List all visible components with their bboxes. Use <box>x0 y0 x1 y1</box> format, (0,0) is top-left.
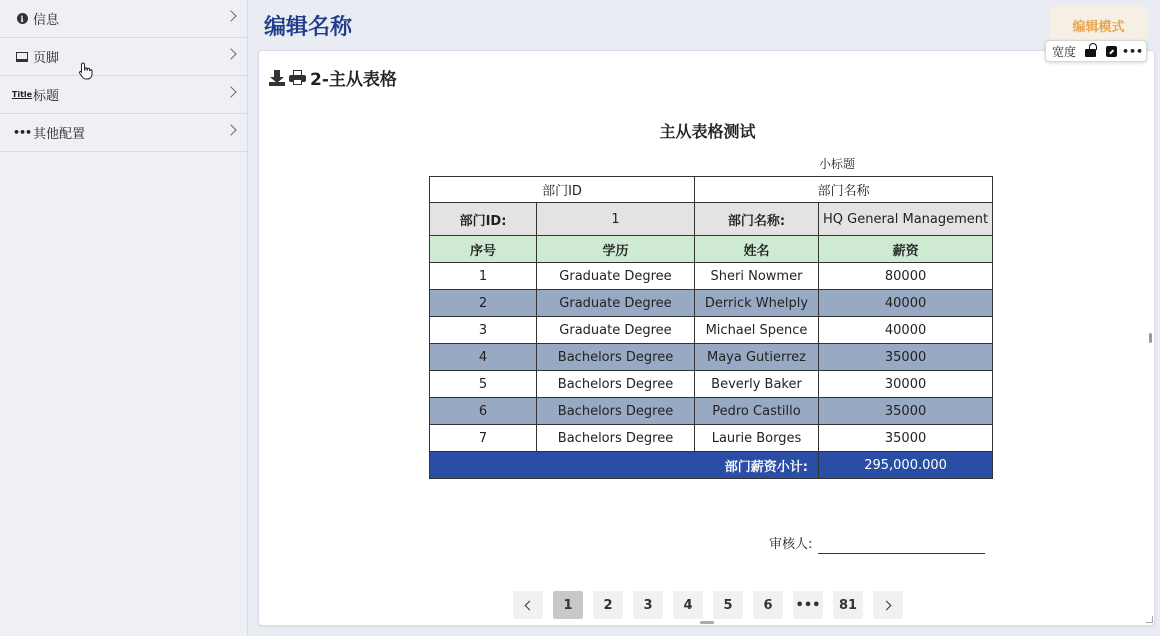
panel-toolbar <box>1045 40 1147 62</box>
sidebar-item-info[interactable] <box>0 0 247 38</box>
table-row <box>430 344 993 371</box>
cell-education: Bachelors Degree <box>537 398 695 425</box>
cell-name: Maya Gutierrez <box>695 344 819 371</box>
cell-name: Pedro Castillo <box>695 398 819 425</box>
chevron-right-icon <box>225 124 236 135</box>
report-subtitle: 小标题 <box>819 157 856 171</box>
table-row <box>430 398 993 425</box>
next-page-button[interactable] <box>873 591 903 619</box>
chevron-right-icon <box>225 86 236 97</box>
cell-index: 6 <box>430 398 537 425</box>
page-ellipsis[interactable]: ••• <box>793 591 823 619</box>
page-button-5[interactable]: 5 <box>713 591 743 619</box>
chevron-right-icon <box>225 48 236 59</box>
column-header-education: 学历 <box>537 236 695 263</box>
cell-education: Graduate Degree <box>537 290 695 317</box>
table-row <box>430 371 993 398</box>
page-button-3[interactable]: 3 <box>633 591 663 619</box>
master-id-label: 部门ID: <box>430 203 537 236</box>
page-button-4[interactable]: 4 <box>673 591 703 619</box>
scrollbar-thumb[interactable] <box>1149 333 1152 343</box>
report-title: 主从表格测试 <box>659 122 756 141</box>
page-button-1[interactable]: 1 <box>553 591 583 619</box>
sidebar-item-label: 其他配置 <box>33 127 86 142</box>
cell-salary: 35000 <box>819 344 993 371</box>
cell-education: Bachelors Degree <box>537 344 695 371</box>
master-name-label: 部门名称: <box>695 203 819 236</box>
prev-page-button[interactable] <box>513 591 543 619</box>
chevron-left-icon <box>525 600 535 610</box>
cell-index: 5 <box>430 371 537 398</box>
cell-salary: 30000 <box>819 371 993 398</box>
cell-name: Michael Spence <box>695 317 819 344</box>
cell-salary: 35000 <box>819 398 993 425</box>
info-circle-icon: i <box>14 13 30 24</box>
sidebar-item-label: 页脚 <box>33 51 60 66</box>
master-id-value: 1 <box>537 203 695 236</box>
sidebar-item-footer[interactable] <box>0 38 247 76</box>
cell-name: Sheri Nowmer <box>695 263 819 290</box>
report-table <box>429 176 993 479</box>
cell-salary: 35000 <box>819 425 993 452</box>
cell-education: Bachelors Degree <box>537 425 695 452</box>
panel-header <box>269 65 397 90</box>
column-header-name: 姓名 <box>695 236 819 263</box>
sidebar <box>0 0 248 636</box>
edit-mode-button[interactable]: 编辑模式 <box>1050 6 1147 44</box>
cell-salary: 40000 <box>819 317 993 344</box>
sidebar-item-label: 标题 <box>33 89 60 104</box>
footer-icon <box>14 52 30 62</box>
master-name-value: HQ General Management <box>819 203 993 236</box>
sidebar-item-other-config[interactable] <box>0 114 247 152</box>
cell-education: Graduate Degree <box>537 263 695 290</box>
table-row <box>430 290 993 317</box>
cell-index: 2 <box>430 290 537 317</box>
sidebar-item-label: 信息 <box>33 13 60 28</box>
cell-index: 3 <box>430 317 537 344</box>
cell-name: Derrick Whelply <box>695 290 819 317</box>
chevron-right-icon <box>882 600 892 610</box>
unlock-icon[interactable] <box>1084 45 1097 58</box>
cell-index: 4 <box>430 344 537 371</box>
table-row <box>430 263 993 290</box>
cell-name: Beverly Baker <box>695 371 819 398</box>
panel-title: 2-主从表格 <box>310 70 397 90</box>
download-icon[interactable] <box>269 70 285 86</box>
page-button-2[interactable]: 2 <box>593 591 623 619</box>
width-button[interactable]: 宽度 <box>1052 44 1077 59</box>
pagination <box>513 591 903 619</box>
title-icon: Title <box>11 89 33 99</box>
page-button-81[interactable]: 81 <box>833 591 863 619</box>
cell-index: 1 <box>430 263 537 290</box>
table-row <box>430 317 993 344</box>
expand-icon[interactable] <box>1105 45 1118 58</box>
cell-salary: 80000 <box>819 263 993 290</box>
column-header-salary: 薪资 <box>819 236 993 263</box>
sidebar-item-title[interactable] <box>0 76 247 114</box>
resize-handle[interactable] <box>700 621 714 624</box>
table-row <box>430 425 993 452</box>
total-value: 295,000.000 <box>819 452 993 479</box>
cell-education: Graduate Degree <box>537 317 695 344</box>
more-icon[interactable]: ••• <box>1121 44 1144 58</box>
group-header-dept-name: 部门名称 <box>695 177 993 203</box>
hand-cursor-icon <box>78 62 94 80</box>
resize-corner-handle[interactable] <box>1146 616 1153 623</box>
cell-education: Bachelors Degree <box>537 371 695 398</box>
report-panel <box>258 50 1155 626</box>
ellipsis-icon: ••• <box>12 126 32 139</box>
print-icon[interactable] <box>289 70 306 85</box>
cell-name: Laurie Borges <box>695 425 819 452</box>
cell-salary: 40000 <box>819 290 993 317</box>
reviewer-label: 审核人: <box>769 537 813 552</box>
page-button-6[interactable]: 6 <box>753 591 783 619</box>
page-title: 编辑名称 <box>264 15 353 40</box>
cell-index: 7 <box>430 425 537 452</box>
chevron-right-icon <box>225 10 236 21</box>
signature-line <box>818 553 985 554</box>
total-label: 部门薪资小计: <box>430 452 819 479</box>
column-header-index: 序号 <box>430 236 537 263</box>
group-header-dept-id: 部门ID <box>430 177 695 203</box>
